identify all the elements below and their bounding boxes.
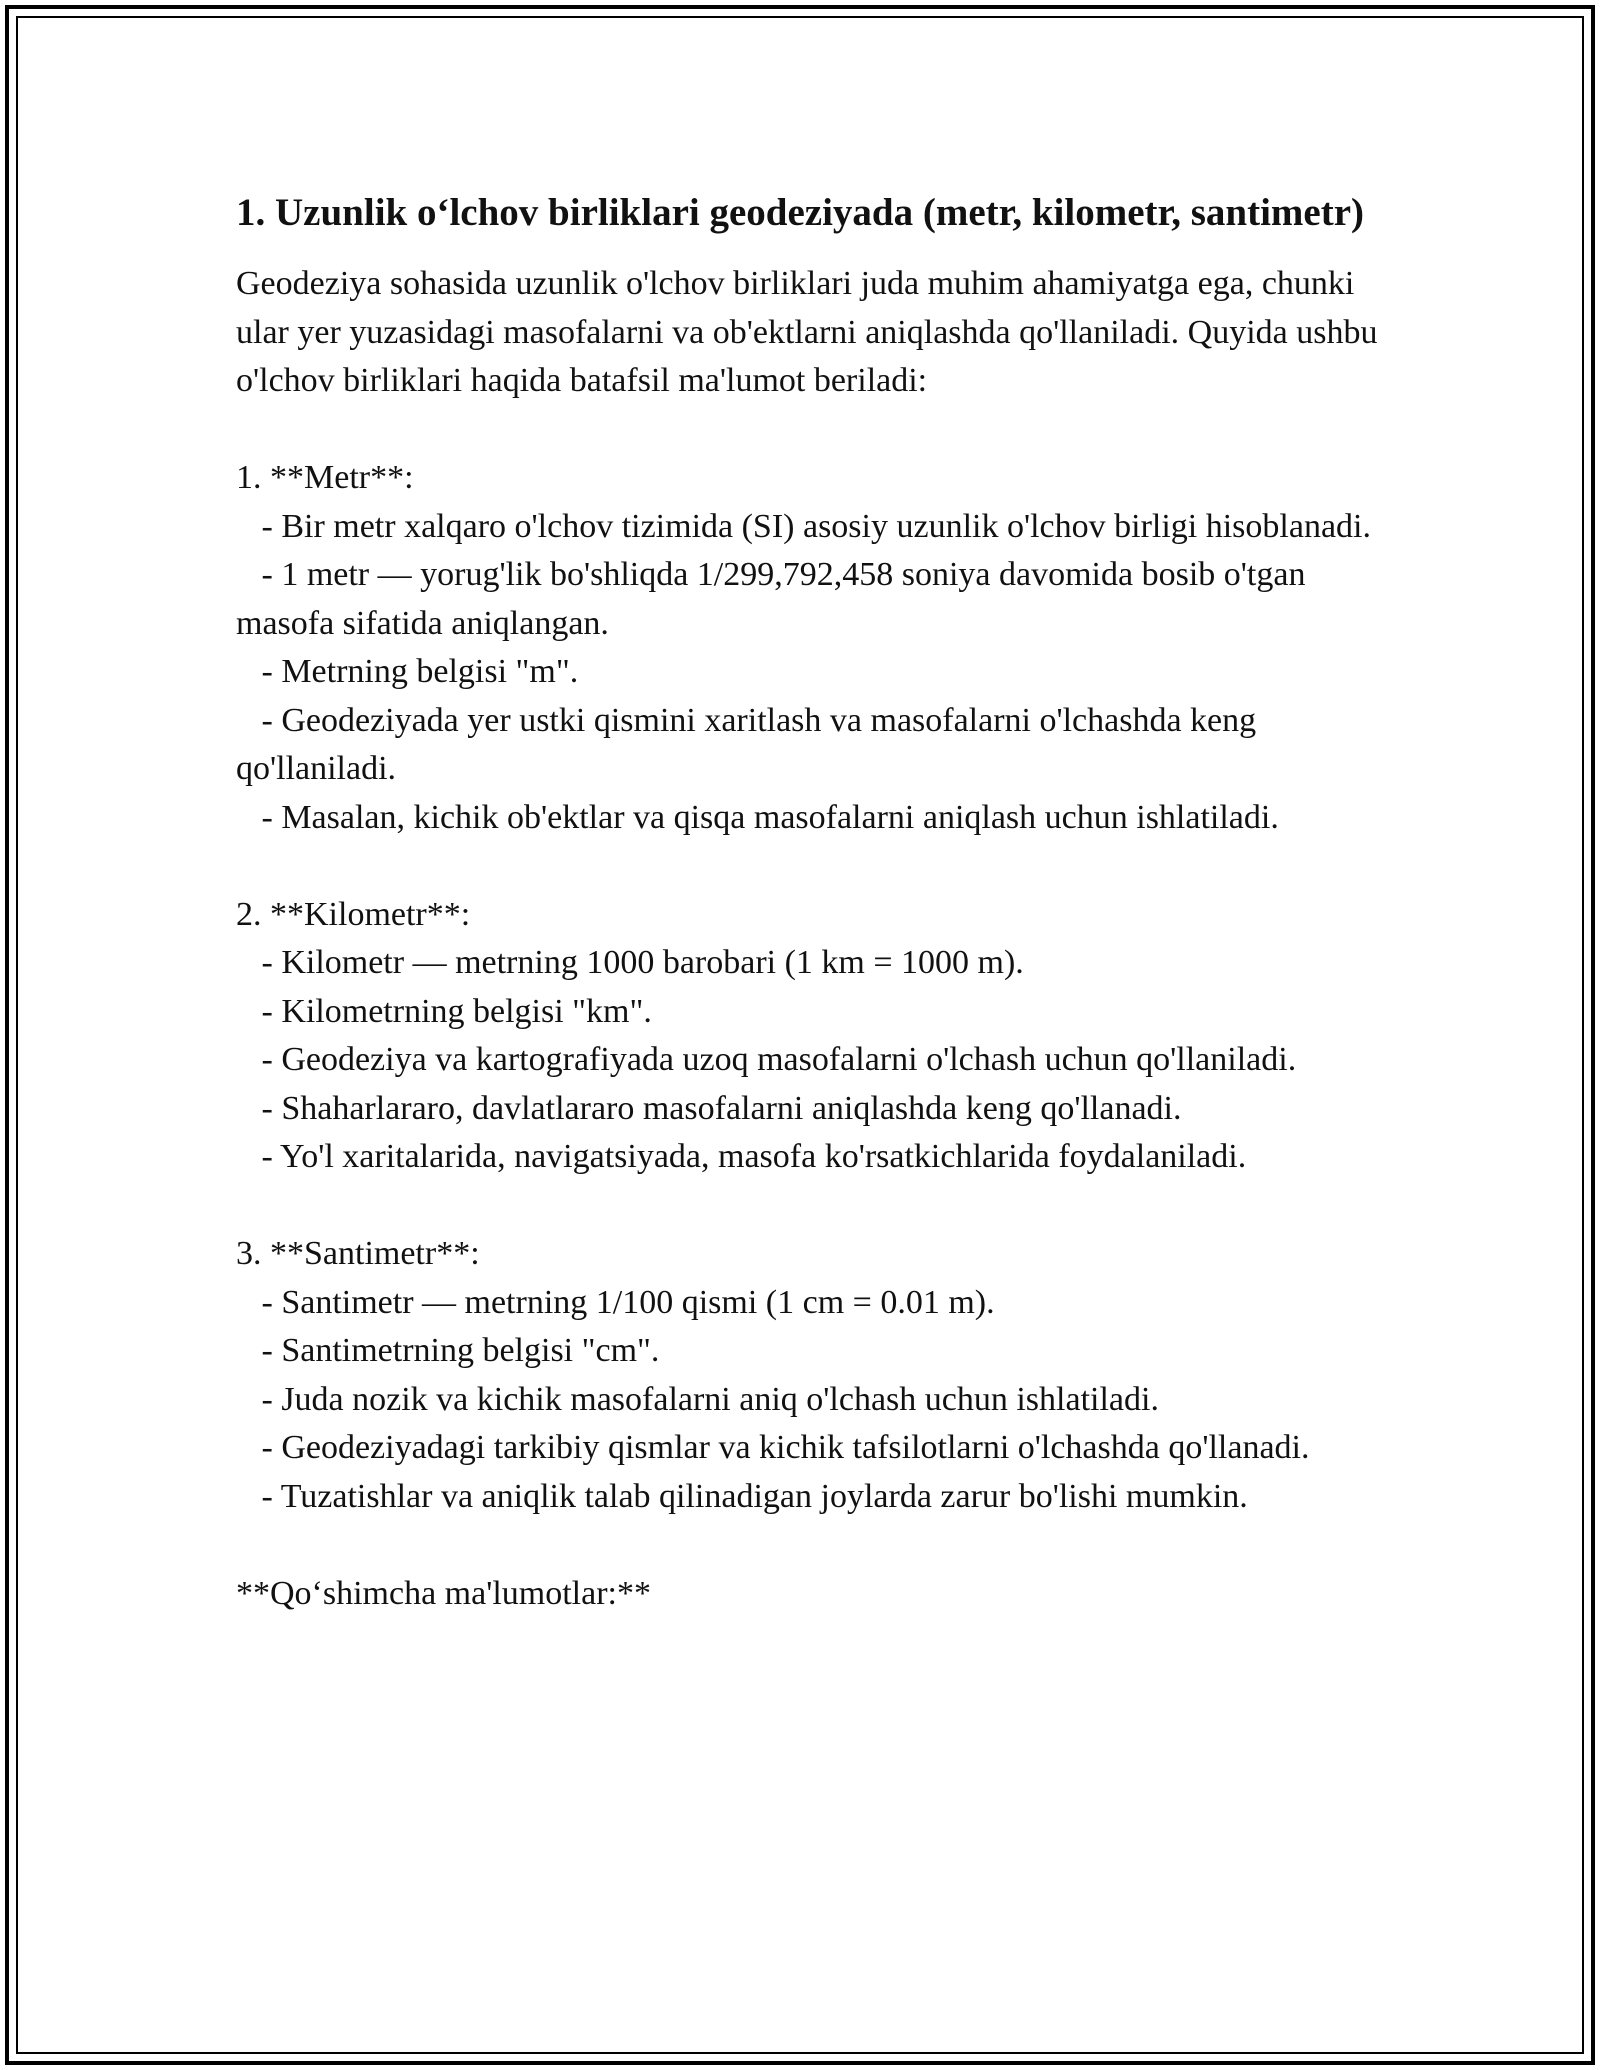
document-body: Geodeziya sohasida uzunlik o'lchov birliklari juda muhim ahamiyatga ega, chunki ular yer yuzasidagi masofalarni va ob'ektlarni aniqlashda qo'llaniladi. Quyida ushbu o'lchov birliklari haqida batafsil ma'lumot beriladi: 1. **Metr**: - Bir metr xalqaro o'lchov tizimida (SI) asosiy uzunlik o'lchov birligi hisoblanadi. - 1 metr — yorug'lik bo'shliqda 1/299,792,458 soniya davomida bosib o'tgan masofa sifatida aniqlangan. - Metrning belgisi "m". - Geodeziyada yer ustki qismini xaritlash va masofalarni o'lchashda keng qo'llaniladi. - Masalan, kichik ob'ektlar va qisqa masofalarni aniqlash uchun ishlatiladi. 2. **Kilometr**: - Kilometr — metrning 1000 barobari (1 km = 1000 m). - Kilometrning belgisi "km". - Geodeziya va kartografiyada uzoq masofalarni o'lchash uchun qo'llaniladi. - Shaharlararo, davlatlararo masofalarni aniqlashda keng qo'llanadi. - Yo'l xaritalarida, navigatsiyada, masofa ko'rsatkichlarida foydalaniladi. 3. **Santimetr**: - Santimetr — metrning 1/100 qismi (1 cm = 0.01 m). - Santimetrning belgisi "cm". - Juda nozik va kichik masofalarni aniq o'lchash uchun ishlatiladi. - Geodeziyadagi tarkibiy qismlar va kichik tafsilotlarni o'lchashda qo'llanadi. - Tuzatishlar va aniqlik talab qilinadigan joylarda zarur bo'lishi mumkin. **Qo‘shimcha ma'lumotlar:** [236, 265, 1378, 1612]
document-content [236, 185, 1396, 1618]
document-title: 1. Uzunlik o‘lchov birliklari geodeziyada (metr, kilometr, santimetr) [236, 191, 1365, 234]
